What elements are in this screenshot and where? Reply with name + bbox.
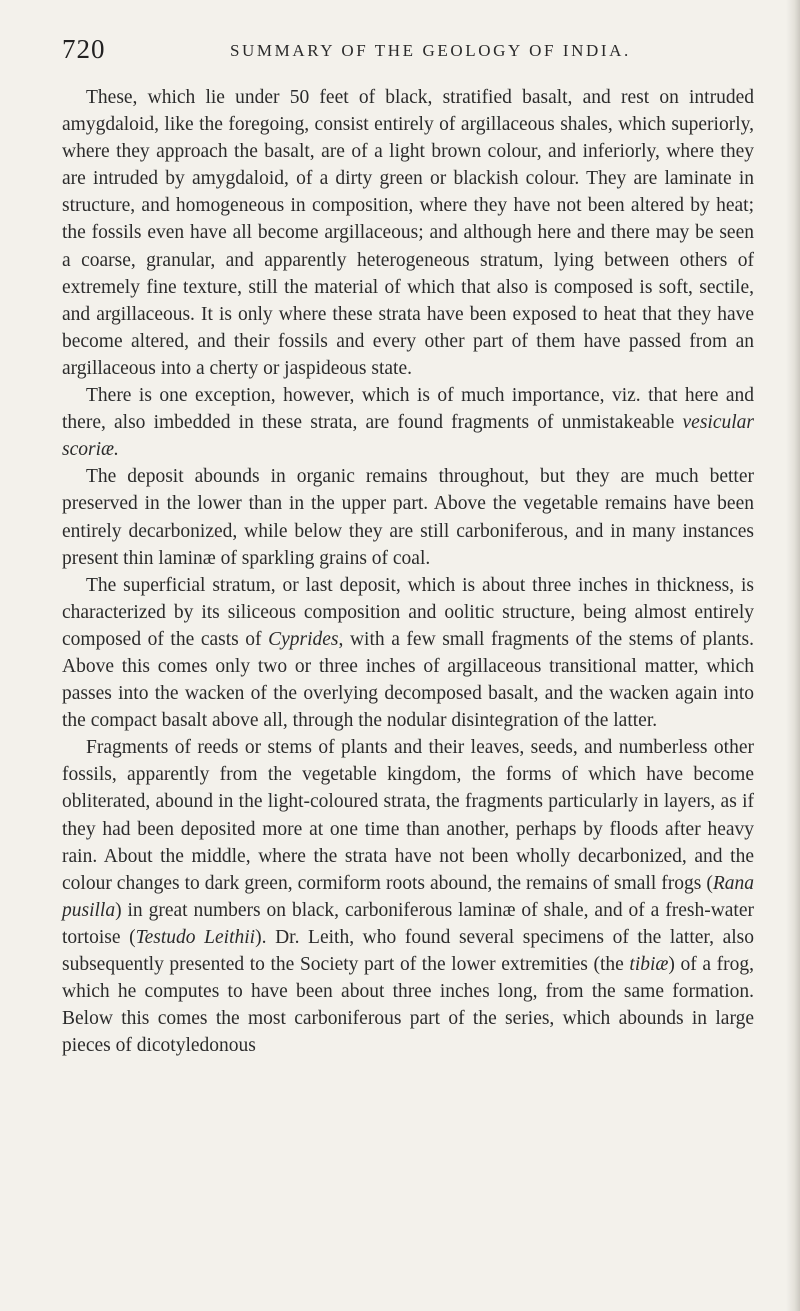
text-run: ) of a frog, which he computes to have been about three inches long, from the same formation. Below this comes the most carboniferous part of the series, which abounds in large pieces of dicotyledonous xyxy=(62,954,754,1057)
text-run: The superficial stratum, or last deposit, which is about three inches in thickness, is characterized by its siliceous composition and oolitic structure, being almost entirely composed of the casts of xyxy=(62,574,754,650)
page-header xyxy=(62,34,752,70)
paragraph xyxy=(62,382,754,463)
text-run: The deposit abounds in organic remains throughout, but they are much better preserved in the lower than in the upper part. Above the vegetable remains have been entirely decarbonized, while below they are still carboniferous, and in many instances present thin laminæ of sparkling grains of coal. xyxy=(62,466,754,569)
italic-term: Testudo Leithii xyxy=(135,926,256,948)
text-run: ). Dr. Leith, who found several specimens of the latter, also subsequently presented to the Society part of the lower extremities (the xyxy=(62,926,755,975)
italic-term: Cyprides xyxy=(268,628,339,650)
text-run: Fragments of reeds or stems of plants and their leaves, seeds, and numberless other fossils, apparently from the vegetable kingdom, the forms of which have become obliterated, abound in the light-coloured strata, the fragments particularly in layers, as if they had been deposited more at one time than another, perhaps by floods after heavy rain. About the middle, where the strata have not been wholly decarbonized, and the colour changes to dark green, cormiform roots abound, the remains of small frogs ( xyxy=(62,737,754,894)
italic-term: vesicular scoriæ. xyxy=(62,412,754,461)
paragraph xyxy=(62,84,754,382)
page-number: 720 xyxy=(62,34,106,64)
paragraph xyxy=(62,463,754,571)
italic-term: tibiæ xyxy=(629,954,669,975)
text-run: There is one exception, however, which is of much importance, viz. that here and there, also imbedded in these strata, are found fragments of unmistakeable xyxy=(62,385,754,434)
paragraph xyxy=(62,572,754,735)
running-title: SUMMARY OF THE GEOLOGY OF INDIA. xyxy=(230,41,631,60)
page-edge-shadow xyxy=(786,0,800,1311)
text-run: These, which lie under 50 feet of black, stratified basalt, and rest on intruded amygdaloid, like the foregoing, consist entirely of argillaceous shales, which superiorly, where they approach the basalt, are of a light brown colour, and inferiorly, where they are intruded by amygdaloid, of a dirty green or blackish colour. They are laminate in structure, and homogeneous in composition, where they have not been altered by heat; the fossils even have all become argillaceous; and although here and there may be seen a coarse, granular, and apparently heterogeneous stratum, lying between others of extremely fine texture, still the material of which that also is composed is soft, sectile, and argillaceous. It is only where these strata have been exposed to heat that they have become altered, and their fossils and every other part of them have passed from an argillaceous into a cherty or jaspideous state. xyxy=(62,87,754,379)
text-run: , with a few small fragments of the stems of plants. Above this comes only two or three inches of argillaceous transitional matter, which passes into the wacken of the overlying decomposed basalt, and the wacken again into the compact basalt above all, through the nodular disintegration of the latter. xyxy=(62,628,754,732)
body-text xyxy=(62,84,754,1059)
text-run: ) in great numbers on black, carboniferous laminæ of shale, and of a fresh-water tortoise ( xyxy=(62,899,754,948)
italic-term: Rana pusilla xyxy=(62,872,754,921)
paragraph xyxy=(62,734,754,1059)
